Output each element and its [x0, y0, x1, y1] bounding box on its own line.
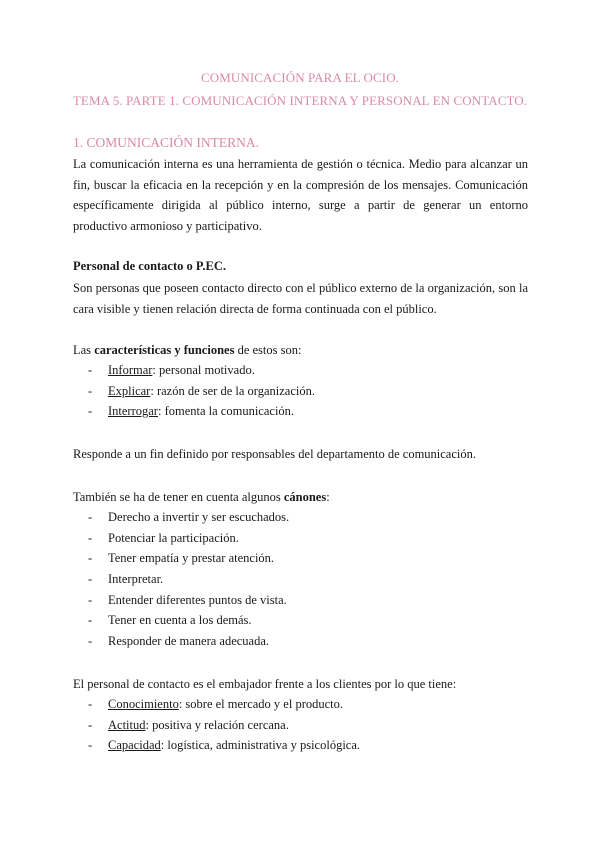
canon-text: Responder de manera adecuada.	[108, 634, 270, 649]
document-title: COMUNICACIÓN PARA EL OCIO.	[200, 70, 400, 85]
canons-intro-bold: cánones	[283, 490, 327, 504]
bullet-dash: -	[88, 572, 93, 587]
function-desc: : personal motivado.	[152, 363, 255, 377]
canon-text: Potenciar la participación.	[108, 530, 239, 545]
ambassador-desc: : sobre el mercado y el producto.	[178, 697, 344, 711]
bullet-dash: -	[88, 363, 93, 377]
canons-intro	[73, 490, 330, 505]
ambassador-term: Capacidad	[108, 738, 161, 753]
bullet-dash: -	[88, 551, 93, 566]
functions-intro	[73, 343, 301, 358]
functions-intro-bold: características y funciones	[94, 343, 235, 357]
responds-line: Responde a un fin definido por responsables del departamento de comunicación.	[73, 447, 477, 461]
pec-heading: Personal de contacto o P.EC.	[73, 259, 226, 273]
bullet-dash: -	[88, 383, 93, 398]
bullet-dash: -	[88, 404, 93, 419]
bullet-dash: -	[88, 634, 93, 649]
function-term: Interrogar	[108, 404, 158, 419]
function-desc: : razón de ser de la organización.	[150, 383, 315, 398]
bullet-dash: -	[88, 510, 93, 524]
function-term: Informar	[108, 363, 153, 377]
ambassador-desc: : logística, administrativa y psicológica.	[160, 738, 361, 753]
bullet-dash: -	[88, 738, 93, 753]
bullet-dash: -	[88, 530, 93, 545]
canon-text: Derecho a invertir y ser escuchados.	[108, 510, 290, 524]
bullet-dash: -	[88, 697, 93, 711]
canons-intro-post: :	[326, 490, 330, 504]
functions-intro-post: de estos son:	[234, 343, 302, 357]
bullet-dash: -	[88, 717, 93, 732]
ambassador-term: Actitud	[108, 717, 146, 732]
function-term: Explicar	[108, 383, 151, 398]
bullet-dash: -	[88, 613, 93, 628]
canon-text: Tener en cuenta a los demás.	[108, 613, 252, 628]
canon-text: Interpretar.	[108, 572, 164, 587]
section-heading-internal-communication: 1. COMUNICACIÓN INTERNA.	[73, 135, 259, 150]
document-subtitle: TEMA 5. PARTE 1. COMUNICACIÓN INTERNA Y PERSONAL EN CONTACTO.	[72, 93, 528, 108]
function-desc: : fomenta la comunicación.	[157, 404, 295, 419]
canon-text: Entender diferentes puntos de vista.	[108, 592, 287, 607]
ambassador-term: Conocimiento	[108, 697, 179, 711]
functions-intro-pre: Las	[73, 343, 95, 357]
pec-paragraph: Son personas que poseen contacto directo con el público externo de la organización, son la cara visible y tienen relación directa de forma continuada con el público.	[73, 281, 528, 316]
internal-communication-paragraph: La comunicación interna es una herramienta de gestión o técnica. Medio para alcanzar un fin, buscar la eficacia en la recepción y en la compresión de los mensajes. Comunicación específicamente dirigida al público interno, surge a partir de generar un entorno productivo armonioso y participativo.	[73, 157, 528, 233]
canons-intro-pre: También se ha de tener en cuenta algunos	[73, 490, 284, 504]
ambassador-intro: El personal de contacto es el embajador frente a los clientes por lo que tiene:	[73, 677, 457, 691]
bullet-dash: -	[88, 592, 93, 607]
canon-text: Tener empatía y prestar atención.	[108, 551, 275, 566]
ambassador-desc: : positiva y relación cercana.	[145, 717, 289, 732]
